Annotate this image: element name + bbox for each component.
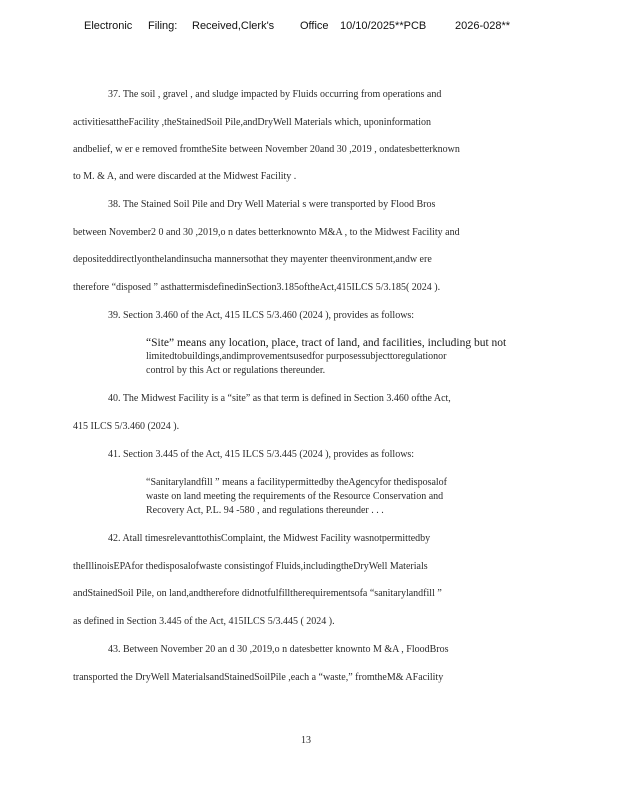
p38-line-4: therefore “disposed ” asthattermisdefinedinSection3.185oftheAct,415ILCS 5/3.185( 2024 ). [73, 282, 441, 293]
p38-line-3: depositeddirectlyonthelandinsucha mannersothat they mayenter theenvironment,andw ere [73, 254, 432, 265]
header-word-received: Received,Clerk's [192, 20, 275, 32]
q41-line-1: “Sanitarylandfill ” means a facilitypermittedby theAgencyfor thedisposalof [146, 477, 448, 488]
q39-line-1: “Site” means any location, place, tract of land, and facilities, including but not [146, 337, 507, 349]
page-number: 13 [301, 735, 311, 746]
q41-line-3: Recovery Act, P.L. 94 -580 , and regulations thereunder . . . [146, 505, 384, 516]
q39-line-3: control by this Act or regulations thereunder. [146, 365, 326, 376]
q39-line-2: limitedtobuildings,andimprovementsusedfor purposessubjecttoregulationor [146, 351, 447, 362]
p39-line-1: 39. Section 3.460 of the Act, 415 ILCS 5/3.460 (2024 ), provides as follows: [108, 310, 415, 321]
p43-line-1: 43. Between November 20 an d 30 ,2019,o n datesbetter knownto M &A , FloodBros [108, 644, 449, 655]
p37-line-4: to M. & A, and were discarded at the Midwest Facility . [73, 171, 297, 182]
p37-line-2: activitiesattheFacility ,theStainedSoil Pile,andDryWell Materials which, uponinformation [73, 117, 432, 128]
p38-line-2: between November2 0 and 30 ,2019,o n dates betterknownto M&A , to the Midwest Facility and [73, 227, 460, 238]
p40-line-2: 415 ILCS 5/3.460 (2024 ). [73, 421, 180, 432]
header-word-electronic: Electronic [84, 20, 133, 32]
header-filing-date: 10/10/2025**PCB [340, 20, 427, 32]
q41-line-2: waste on land meeting the requirements of the Resource Conservation and [146, 491, 444, 502]
p40-line-1: 40. The Midwest Facility is a “site” as that term is defined in Section 3.460 ofthe Act, [108, 393, 451, 404]
p37-line-3: andbelief, w er e removed fromtheSite between November 20and 30 ,2019 , ondatesbetterknown [73, 144, 460, 155]
p42-line-3: andStainedSoil Pile, on land,andtherefore didnotfulfilltherequirementsofa “sanitarylandfill ” [73, 588, 442, 599]
p38-line-1: 38. The Stained Soil Pile and Dry Well Material s were transported by Flood Bros [108, 199, 436, 210]
header-word-filing: Filing: [148, 20, 178, 32]
p41-line-1: 41. Section 3.445 of the Act, 415 ILCS 5/3.445 (2024 ), provides as follows: [108, 449, 415, 460]
p42-line-4: as defined in Section 3.445 of the Act, 415ILCS 5/3.445 ( 2024 ). [73, 616, 335, 627]
p42-line-1: 42. Atall timesrelevanttothisComplaint, the Midwest Facility wasnotpermittedby [108, 533, 431, 544]
header-case-number: 2026-028** [455, 20, 511, 32]
header-word-office: Office [300, 20, 329, 32]
p42-line-2: theIllinoisEPAfor thedisposalofwaste consistingof Fluids,includingtheDryWell Materials [73, 561, 428, 572]
p37-line-1: 37. The soil , gravel , and sludge impacted by Fluids occurring from operations and [108, 89, 442, 100]
p43-line-2: transported the DryWell MaterialsandStainedSoilPile ,each a “waste,” fromtheM& AFacility [73, 672, 444, 683]
